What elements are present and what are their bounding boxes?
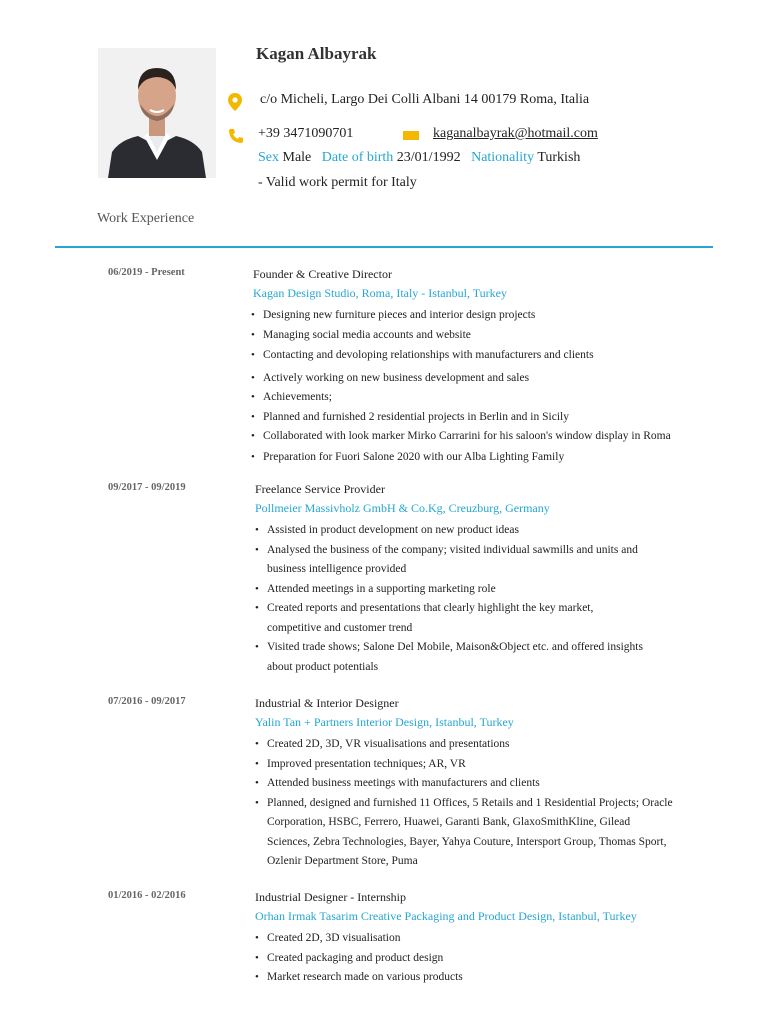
experience-bullets xyxy=(255,735,673,872)
bullet-item xyxy=(255,794,673,872)
bullet-text: Improved presentation techniques; AR, VR xyxy=(267,757,466,770)
phone-icon xyxy=(228,128,244,149)
experience-date: 06/2019 - Present xyxy=(108,267,185,278)
experience-company: Yalin Tan + Partners Interior Design, Istanbul, Turkey xyxy=(255,715,514,729)
experience-bullets xyxy=(255,929,463,988)
bullet-text: Preparation for Fuori Salone 2020 with our Alba Lighting Family xyxy=(263,450,565,463)
bullet-item xyxy=(251,369,671,389)
sex-value: Male xyxy=(282,150,312,165)
bullet-text: Market research made on various products xyxy=(267,971,463,983)
bullet-item xyxy=(255,929,463,949)
bullet-item xyxy=(255,521,643,541)
experience-company: Pollmeier Massivholz GmbH & Co.Kg, Creuzburg, Germany xyxy=(255,501,550,515)
bullet-item xyxy=(255,949,463,969)
bullet-item xyxy=(251,306,671,326)
bullet-text: Attended meetings in a supporting marketing role xyxy=(267,582,496,595)
bullet-item xyxy=(251,427,671,447)
experience-role: Industrial & Interior Designer xyxy=(255,696,399,710)
bullet-item xyxy=(255,599,643,638)
bullet-text: Ozlenir Department Store, Puma xyxy=(267,855,418,867)
experience-role: Freelance Service Provider xyxy=(255,482,385,496)
personal-details xyxy=(258,150,580,166)
profile-photo xyxy=(98,48,216,178)
section-title-work-experience: Work Experience xyxy=(97,211,195,226)
bullet-item xyxy=(255,580,643,600)
experience-role: Industrial Designer - Internship xyxy=(255,890,406,904)
dob-value: 23/01/1992 xyxy=(396,150,461,165)
bullet-item xyxy=(255,735,673,755)
email-link[interactable]: kaganalbayrak@hotmail.com xyxy=(433,126,598,141)
experience-company: Kagan Design Studio, Roma, Italy - Istanbul, Turkey xyxy=(253,286,507,300)
bullet-text: about product potentials xyxy=(267,660,379,673)
bullet-item xyxy=(255,638,643,677)
bullet-text: Created reports and presentations that clearly highlight the key market, xyxy=(267,602,594,614)
bullet-item xyxy=(255,755,673,775)
bullet-text: Created 2D, 3D visualisation xyxy=(267,932,401,944)
work-permit: - Valid work permit for Italy xyxy=(258,175,417,190)
map-pin-icon xyxy=(228,93,242,116)
bullet-text: Collaborated with look marker Mirko Carrarini for his saloon's window display in Roma xyxy=(263,430,671,442)
sex-label: Sex xyxy=(258,150,279,165)
candidate-name: Kagan Albayrak xyxy=(256,44,377,63)
bullet-text: Attended business meetings with manufacturers and clients xyxy=(267,777,540,789)
envelope-icon xyxy=(403,127,419,145)
bullet-text: competitive and customer trend xyxy=(267,621,413,634)
nationality-label: Nationality xyxy=(471,150,535,165)
experience-bullets xyxy=(251,306,671,467)
bullet-text: Corporation, HSBC, Ferrero, Huawei, Garanti Bank, GlaxoSmithKline, Gilead xyxy=(267,816,631,828)
bullet-text: Created packaging and product design xyxy=(267,951,444,964)
bullet-item xyxy=(255,968,463,988)
bullet-text: Assisted in product development on new product ideas xyxy=(267,524,519,536)
experience-company: Orhan Irmak Tasarim Creative Packaging and Product Design, Istanbul, Turkey xyxy=(255,909,637,923)
bullet-item xyxy=(251,346,671,366)
bullet-text: Managing social media accounts and website xyxy=(263,328,471,341)
experience-date: 01/2016 - 02/2016 xyxy=(108,890,186,901)
section-divider xyxy=(55,246,713,248)
bullet-item xyxy=(255,541,643,580)
address: c/o Micheli, Largo Dei Colli Albani 14 00179 Roma, Italia xyxy=(260,92,590,107)
bullet-item xyxy=(251,388,671,408)
bullet-text: Designing new furniture pieces and interior design projects xyxy=(263,309,536,321)
bullet-text: Analysed the business of the company; visited individual sawmills and units and xyxy=(267,543,638,556)
experience-date: 07/2016 - 09/2017 xyxy=(108,696,186,707)
bullet-text: Contacting and devoloping relationships with manufacturers and clients xyxy=(263,349,594,361)
experience-date: 09/2017 - 09/2019 xyxy=(108,482,186,493)
phone-number: +39 3471090701 xyxy=(258,126,354,141)
bullet-item xyxy=(251,326,671,346)
bullet-text: Actively working on new business development and sales xyxy=(263,371,530,384)
bullet-text: Planned and furnished 2 residential projects in Berlin and in Sicily xyxy=(263,410,569,423)
bullet-item xyxy=(251,448,671,468)
bullet-item xyxy=(251,408,671,428)
bullet-text: Sciences, Zebra Technologies, Bayer, Yahya Couture, Intersport Group, Thomas Sport, xyxy=(267,835,667,848)
bullet-text: Created 2D, 3D, VR visualisations and presentations xyxy=(267,738,510,750)
nationality-value: Turkish xyxy=(537,150,581,165)
experience-role: Founder & Creative Director xyxy=(253,267,392,281)
bullet-text: Planned, designed and furnished 11 Offices, 5 Retails and 1 Residential Projects; Oracle xyxy=(267,796,673,809)
bullet-text: Visited trade shows; Salone Del Mobile, Maison&Object etc. and offered insights xyxy=(267,641,643,653)
experience-bullets xyxy=(255,521,643,677)
bullet-text: business intelligence provided xyxy=(267,563,407,575)
portrait-image xyxy=(98,48,216,178)
dob-label: Date of birth xyxy=(321,150,394,165)
bullet-text: Achievements; xyxy=(263,391,332,403)
bullet-item xyxy=(255,774,673,794)
